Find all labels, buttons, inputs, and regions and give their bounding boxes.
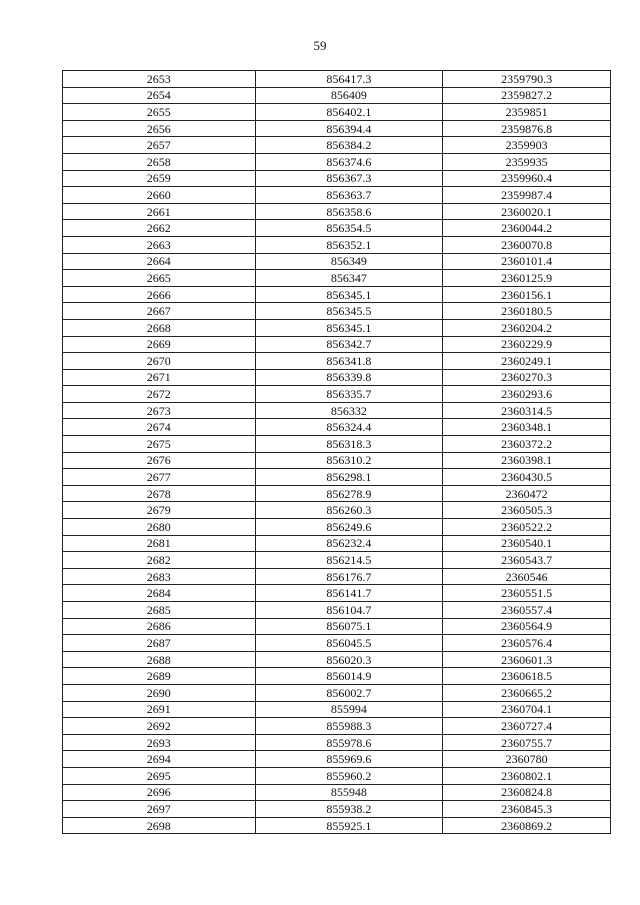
point-number-cell: 2677: [63, 469, 256, 486]
table-row: [63, 734, 611, 751]
point-number-cell: 2693: [63, 734, 256, 751]
point-number-cell: 2697: [63, 801, 256, 818]
table-row: [63, 502, 611, 519]
x-coordinate-cell: 856374.6: [255, 153, 443, 170]
y-coordinate-cell: 2360044.2: [443, 220, 611, 237]
coordinates-table: [62, 70, 611, 834]
table-row: [63, 369, 611, 386]
point-number-cell: 2671: [63, 369, 256, 386]
y-coordinate-cell: 2360546: [443, 568, 611, 585]
table-row: [63, 485, 611, 502]
x-coordinate-cell: 856409: [255, 87, 443, 104]
point-number-cell: 2698: [63, 817, 256, 834]
table-row: [63, 71, 611, 88]
table-row: [63, 817, 611, 834]
table-row: [63, 568, 611, 585]
point-number-cell: 2663: [63, 236, 256, 253]
x-coordinate-cell: 856002.7: [255, 684, 443, 701]
point-number-cell: 2691: [63, 701, 256, 718]
point-number-cell: 2683: [63, 568, 256, 585]
y-coordinate-cell: 2360180.5: [443, 303, 611, 320]
x-coordinate-cell: 855925.1: [255, 817, 443, 834]
table-row: [63, 618, 611, 635]
x-coordinate-cell: 855938.2: [255, 801, 443, 818]
x-coordinate-cell: 856349: [255, 253, 443, 270]
point-number-cell: 2653: [63, 71, 256, 88]
y-coordinate-cell: 2360505.3: [443, 502, 611, 519]
point-number-cell: 2661: [63, 203, 256, 220]
x-coordinate-cell: 856141.7: [255, 585, 443, 602]
y-coordinate-cell: 2360472: [443, 485, 611, 502]
table-row: [63, 718, 611, 735]
y-coordinate-cell: 2360314.5: [443, 402, 611, 419]
y-coordinate-cell: 2360430.5: [443, 469, 611, 486]
table-row: [63, 270, 611, 287]
x-coordinate-cell: 855978.6: [255, 734, 443, 751]
y-coordinate-cell: 2360576.4: [443, 635, 611, 652]
table-row: [63, 767, 611, 784]
y-coordinate-cell: 2360845.3: [443, 801, 611, 818]
y-coordinate-cell: 2360727.4: [443, 718, 611, 735]
point-number-cell: 2695: [63, 767, 256, 784]
y-coordinate-cell: 2360372.2: [443, 436, 611, 453]
point-number-cell: 2662: [63, 220, 256, 237]
table-row: [63, 319, 611, 336]
point-number-cell: 2690: [63, 684, 256, 701]
table-row: [63, 519, 611, 536]
y-coordinate-cell: 2360869.2: [443, 817, 611, 834]
point-number-cell: 2656: [63, 120, 256, 137]
coordinates-table-body: [63, 71, 611, 834]
table-row: [63, 253, 611, 270]
x-coordinate-cell: 856363.7: [255, 187, 443, 204]
table-row: [63, 552, 611, 569]
y-coordinate-cell: 2360704.1: [443, 701, 611, 718]
table-row: [63, 137, 611, 154]
y-coordinate-cell: 2360755.7: [443, 734, 611, 751]
table-row: [63, 535, 611, 552]
y-coordinate-cell: 2360204.2: [443, 319, 611, 336]
point-number-cell: 2676: [63, 452, 256, 469]
x-coordinate-cell: 856298.1: [255, 469, 443, 486]
point-number-cell: 2685: [63, 602, 256, 619]
y-coordinate-cell: 2359790.3: [443, 71, 611, 88]
y-coordinate-cell: 2359903: [443, 137, 611, 154]
table-row: [63, 87, 611, 104]
point-number-cell: 2673: [63, 402, 256, 419]
x-coordinate-cell: 856232.4: [255, 535, 443, 552]
x-coordinate-cell: 856402.1: [255, 104, 443, 121]
point-number-cell: 2657: [63, 137, 256, 154]
x-coordinate-cell: 856358.6: [255, 203, 443, 220]
table-row: [63, 668, 611, 685]
y-coordinate-cell: 2360564.9: [443, 618, 611, 635]
point-number-cell: 2692: [63, 718, 256, 735]
y-coordinate-cell: 2360780: [443, 751, 611, 768]
y-coordinate-cell: 2360551.5: [443, 585, 611, 602]
point-number-cell: 2686: [63, 618, 256, 635]
point-number-cell: 2659: [63, 170, 256, 187]
x-coordinate-cell: 856345.1: [255, 319, 443, 336]
y-coordinate-cell: 2359827.2: [443, 87, 611, 104]
point-number-cell: 2694: [63, 751, 256, 768]
x-coordinate-cell: 856345.1: [255, 286, 443, 303]
x-coordinate-cell: 856417.3: [255, 71, 443, 88]
y-coordinate-cell: 2360802.1: [443, 767, 611, 784]
x-coordinate-cell: 855988.3: [255, 718, 443, 735]
x-coordinate-cell: 855994: [255, 701, 443, 718]
x-coordinate-cell: 856352.1: [255, 236, 443, 253]
x-coordinate-cell: 856332: [255, 402, 443, 419]
y-coordinate-cell: 2360522.2: [443, 519, 611, 536]
y-coordinate-cell: 2360229.9: [443, 336, 611, 353]
table-row: [63, 353, 611, 370]
y-coordinate-cell: 2360540.1: [443, 535, 611, 552]
x-coordinate-cell: 855969.6: [255, 751, 443, 768]
table-row: [63, 236, 611, 253]
table-row: [63, 651, 611, 668]
point-number-cell: 2680: [63, 519, 256, 536]
x-coordinate-cell: 855960.2: [255, 767, 443, 784]
point-number-cell: 2670: [63, 353, 256, 370]
table-row: [63, 585, 611, 602]
table-row: [63, 469, 611, 486]
x-coordinate-cell: 856367.3: [255, 170, 443, 187]
x-coordinate-cell: 855948: [255, 784, 443, 801]
y-coordinate-cell: 2360070.8: [443, 236, 611, 253]
x-coordinate-cell: 856354.5: [255, 220, 443, 237]
point-number-cell: 2655: [63, 104, 256, 121]
point-number-cell: 2682: [63, 552, 256, 569]
table-row: [63, 170, 611, 187]
point-number-cell: 2666: [63, 286, 256, 303]
y-coordinate-cell: 2360601.3: [443, 651, 611, 668]
point-number-cell: 2674: [63, 419, 256, 436]
x-coordinate-cell: 856249.6: [255, 519, 443, 536]
point-number-cell: 2660: [63, 187, 256, 204]
table-row: [63, 751, 611, 768]
point-number-cell: 2684: [63, 585, 256, 602]
y-coordinate-cell: 2360293.6: [443, 386, 611, 403]
table-row: [63, 419, 611, 436]
y-coordinate-cell: 2360543.7: [443, 552, 611, 569]
y-coordinate-cell: 2360618.5: [443, 668, 611, 685]
table-row: [63, 635, 611, 652]
table-row: [63, 187, 611, 204]
y-coordinate-cell: 2360156.1: [443, 286, 611, 303]
x-coordinate-cell: 856384.2: [255, 137, 443, 154]
x-coordinate-cell: 856214.5: [255, 552, 443, 569]
y-coordinate-cell: 2360665.2: [443, 684, 611, 701]
table-row: [63, 203, 611, 220]
page-number: 59: [313, 38, 327, 53]
table-row: [63, 303, 611, 320]
point-number-cell: 2679: [63, 502, 256, 519]
y-coordinate-cell: 2360824.8: [443, 784, 611, 801]
x-coordinate-cell: 856342.7: [255, 336, 443, 353]
x-coordinate-cell: 856176.7: [255, 568, 443, 585]
point-number-cell: 2681: [63, 535, 256, 552]
y-coordinate-cell: 2359987.4: [443, 187, 611, 204]
point-number-cell: 2654: [63, 87, 256, 104]
table-row: [63, 801, 611, 818]
y-coordinate-cell: 2360125.9: [443, 270, 611, 287]
x-coordinate-cell: 856339.8: [255, 369, 443, 386]
table-row: [63, 684, 611, 701]
x-coordinate-cell: 856347: [255, 270, 443, 287]
y-coordinate-cell: 2360348.1: [443, 419, 611, 436]
x-coordinate-cell: 856324.4: [255, 419, 443, 436]
x-coordinate-cell: 856075.1: [255, 618, 443, 635]
x-coordinate-cell: 856014.9: [255, 668, 443, 685]
point-number-cell: 2675: [63, 436, 256, 453]
y-coordinate-cell: 2360249.1: [443, 353, 611, 370]
point-number-cell: 2672: [63, 386, 256, 403]
point-number-cell: 2678: [63, 485, 256, 502]
x-coordinate-cell: 856318.3: [255, 436, 443, 453]
x-coordinate-cell: 856260.3: [255, 502, 443, 519]
point-number-cell: 2668: [63, 319, 256, 336]
point-number-cell: 2669: [63, 336, 256, 353]
table-row: [63, 104, 611, 121]
table-row: [63, 336, 611, 353]
point-number-cell: 2688: [63, 651, 256, 668]
y-coordinate-cell: 2359960.4: [443, 170, 611, 187]
x-coordinate-cell: 856345.5: [255, 303, 443, 320]
table-row: [63, 120, 611, 137]
point-number-cell: 2687: [63, 635, 256, 652]
y-coordinate-cell: 2360270.3: [443, 369, 611, 386]
x-coordinate-cell: 856020.3: [255, 651, 443, 668]
table-row: [63, 153, 611, 170]
table-row: [63, 286, 611, 303]
y-coordinate-cell: 2359851: [443, 104, 611, 121]
y-coordinate-cell: 2360101.4: [443, 253, 611, 270]
y-coordinate-cell: 2359935: [443, 153, 611, 170]
x-coordinate-cell: 856104.7: [255, 602, 443, 619]
point-number-cell: 2689: [63, 668, 256, 685]
table-row: [63, 602, 611, 619]
point-number-cell: 2696: [63, 784, 256, 801]
table-row: [63, 386, 611, 403]
y-coordinate-cell: 2360398.1: [443, 452, 611, 469]
point-number-cell: 2665: [63, 270, 256, 287]
table-row: [63, 452, 611, 469]
table-row: [63, 402, 611, 419]
point-number-cell: 2658: [63, 153, 256, 170]
y-coordinate-cell: 2360557.4: [443, 602, 611, 619]
table-row: [63, 220, 611, 237]
y-coordinate-cell: 2359876.8: [443, 120, 611, 137]
table-row: [63, 436, 611, 453]
x-coordinate-cell: 856394.4: [255, 120, 443, 137]
x-coordinate-cell: 856335.7: [255, 386, 443, 403]
x-coordinate-cell: 856310.2: [255, 452, 443, 469]
x-coordinate-cell: 856278.9: [255, 485, 443, 502]
y-coordinate-cell: 2360020.1: [443, 203, 611, 220]
table-row: [63, 701, 611, 718]
point-number-cell: 2667: [63, 303, 256, 320]
table-row: [63, 784, 611, 801]
point-number-cell: 2664: [63, 253, 256, 270]
x-coordinate-cell: 856045.5: [255, 635, 443, 652]
x-coordinate-cell: 856341.8: [255, 353, 443, 370]
